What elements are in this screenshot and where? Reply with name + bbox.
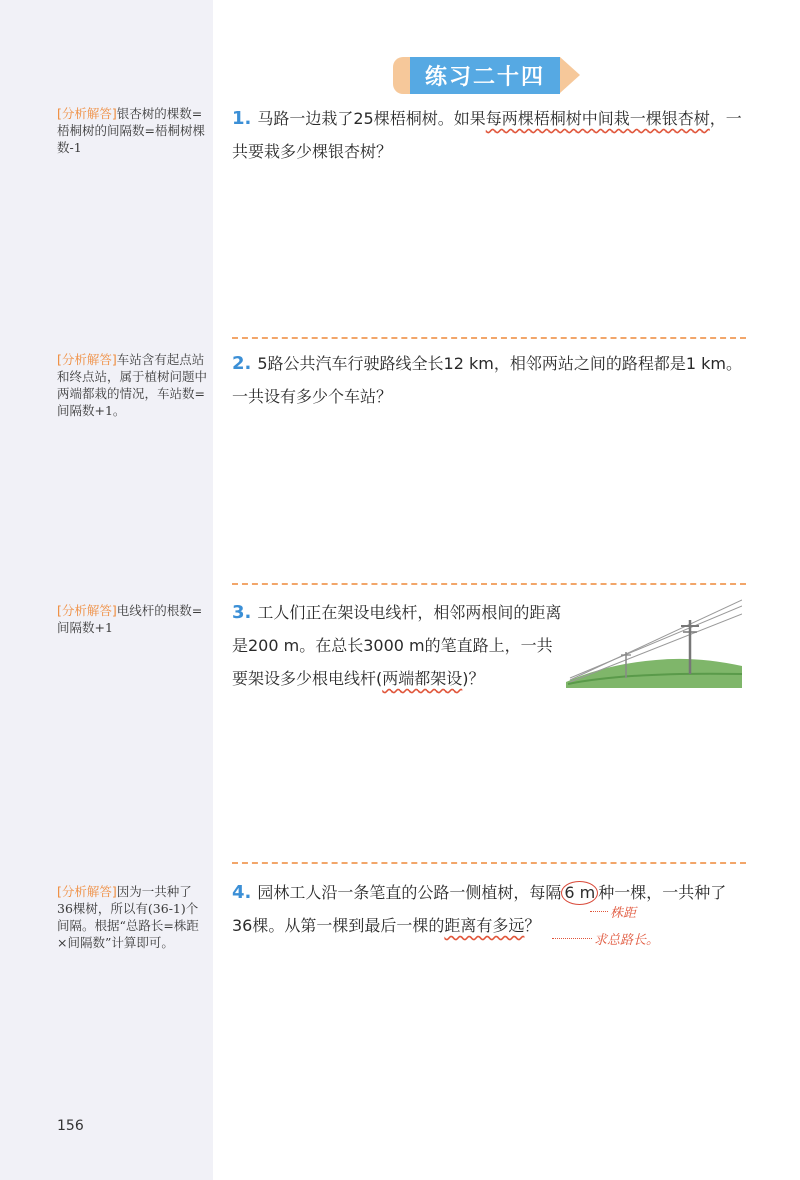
problem-3 [232,596,562,695]
problem-text-end: ？ [524,916,541,935]
margin-notes-column [0,0,213,1180]
note-text: 车站含有起点站和终点站，属于植树问题中两端都栽的情况，车站数=间隔数+1。 [57,352,208,418]
problem-number: 1. [232,108,252,129]
section-divider [232,583,746,585]
key-phrase: 距离有多远 [444,916,525,935]
problem-number: 3. [232,602,252,623]
key-phrase: 每两棵梧桐树中间栽一棵银杏树 [485,109,710,128]
analysis-note-3 [57,602,207,636]
problem-text: 园林工人沿一条笔直的公路一侧植树，每隔 [257,883,562,902]
analysis-note-1 [57,105,207,156]
problem-1 [232,102,752,168]
note-tag: [分析解答] [57,603,117,618]
problem-text: 工人们正在架设电线杆，相邻两根间的距离是200 m。在总长3000 m的笔直路上，一共要架设多少根电线杆( [232,603,562,688]
circled-spacing: 6 m [561,881,598,905]
annotation-arrow-2 [552,938,592,939]
note-tag: [分析解答] [57,352,117,367]
note-tag: [分析解答] [57,106,117,121]
note-text: 因为一共种了36棵树，所以有(36-1)个间隔。根据“总路长=株距×间隔数”计算即可。 [57,884,199,950]
exercise-title: 练习二十四 [410,57,560,94]
note-tag: [分析解答] [57,884,117,899]
problem-text-mid: 种一棵，一共种了36棵。从第一棵到最后一棵的 [232,883,727,935]
problem-text-end: ，一共要栽多少棵银杏树？ [232,109,742,161]
problem-2 [232,347,752,413]
problem-number: 4. [232,882,252,903]
page-number: 156 [57,1118,84,1134]
analysis-note-4 [57,883,207,951]
section-divider [232,337,746,339]
problem-text-end: )？ [462,669,485,688]
annotation-total: 求总路长。 [594,933,660,948]
power-poles-illustration [566,594,742,688]
main-content-area [213,0,800,1180]
section-divider [232,862,746,864]
analysis-note-2 [57,351,207,419]
key-phrase: 两端都架设 [382,669,463,688]
note-text: 银杏树的棵数=梧桐树的间隔数=梧桐树棵数-1 [57,106,205,155]
problem-text: 马路一边栽了25棵梧桐树。如果 [257,109,486,128]
note-text: 电线杆的根数=间隔数+1 [57,603,203,635]
problem-text: 5路公共汽车行驶路线全长12 km，相邻两站之间的路程都是1 km。一共设有多少个车站？ [232,354,742,406]
exercise-title-banner [393,57,585,94]
banner-arrow-tip [560,57,580,93]
problem-number: 2. [232,353,252,374]
annotation-spacing: 株距 [610,906,637,921]
problem-4 [232,876,742,942]
annotation-arrow-1 [590,911,608,912]
